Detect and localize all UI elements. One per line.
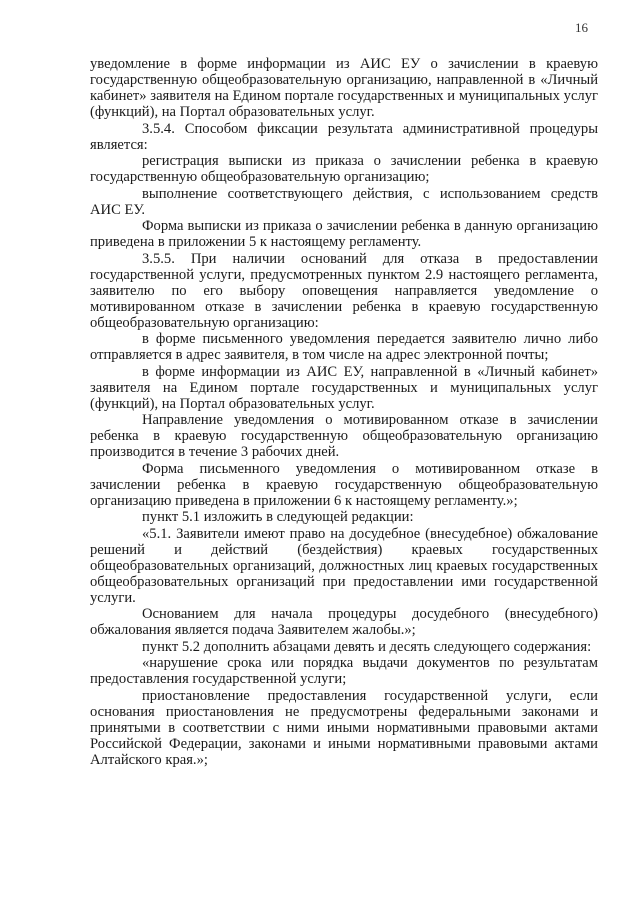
paragraph: приостановление предоставления государственной услуги, если основания приостановления не предусмотрены федеральными законами и принятыми в соответствии с ними иными нормативными правовыми актами Российской Федерации, законами и иными нормативными правовыми актами Алтайского края.»; xyxy=(90,687,598,768)
paragraph: в форме информации из АИС ЕУ, направленной в «Личный кабинет» заявителя на Едином портале государственных и муниципальных услуг (функций), на Портал образовательных услуг. xyxy=(90,363,598,412)
paragraph: пункт 5.2 дополнить абзацами девять и десять следующего содержания: xyxy=(142,638,592,655)
paragraph: Форма письменного уведомления о мотивированном отказе в зачислении ребенка в краевую государственную общеобразовательную организацию приведена в приложении 6 к настоящему регламенту.»; xyxy=(90,460,598,509)
paragraph: регистрация выписки из приказа о зачислении ребенка в краевую государственную общеобразовательную организацию; xyxy=(90,153,598,185)
paragraph: «нарушение срока или порядка выдачи документов по результатам предоставления государственной услуги; xyxy=(90,655,598,687)
paragraph: Форма выписки из приказа о зачислении ребенка в данную организацию приведена в приложении 5 к настоящему регламенту. xyxy=(90,218,598,250)
paragraph: 3.5.5. При наличии оснований для отказа в предоставлении государственной услуги, предусмотренных пунктом 2.9 настоящего регламента, заявителю по его выбору оповещения направляется уведомление о мотивированном отказе в зачислении ребенка в краевую государственную общеобразовательную организацию: xyxy=(90,250,598,331)
page-number: 16 xyxy=(575,20,588,35)
paragraph: 3.5.4. Способом фиксации результата административной процедуры является: xyxy=(90,120,598,153)
paragraph: «5.1. Заявители имеют право на досудебное (внесудебное) обжалование решений и действий (бездействия) краевых государственных общеобразовательных организаций, должностных лиц краевых государственных общеобразовательных организаций при предоставлении ими государственной услуги. xyxy=(90,525,598,606)
paragraph: Основанием для начала процедуры досудебного (внесудебного) обжалования является подача Заявителем жалобы.»; xyxy=(90,606,598,638)
paragraph: Направление уведомления о мотивированном отказе в зачислении ребенка в краевую государственную общеобразовательную организацию производится в течение 3 рабочих дней. xyxy=(90,412,598,460)
paragraph: пункт 5.1 изложить в следующей редакции: xyxy=(142,509,414,525)
document-body xyxy=(90,56,598,768)
paragraph: в форме письменного уведомления передается заявителю лично либо отправляется в адрес заявителя, в том числе на адрес электронной почты; xyxy=(90,331,598,363)
paragraph: выполнение соответствующего действия, с использованием средств АИС ЕУ. xyxy=(90,185,598,218)
paragraph: уведомление в форме информации из АИС ЕУ о зачислении в краевую государственную общеобразовательную организацию, направленной в «Личный кабинет» заявителя на Едином портале государственных и муниципальных услуг (функций), на Портал образовательных услуг. xyxy=(90,56,598,120)
